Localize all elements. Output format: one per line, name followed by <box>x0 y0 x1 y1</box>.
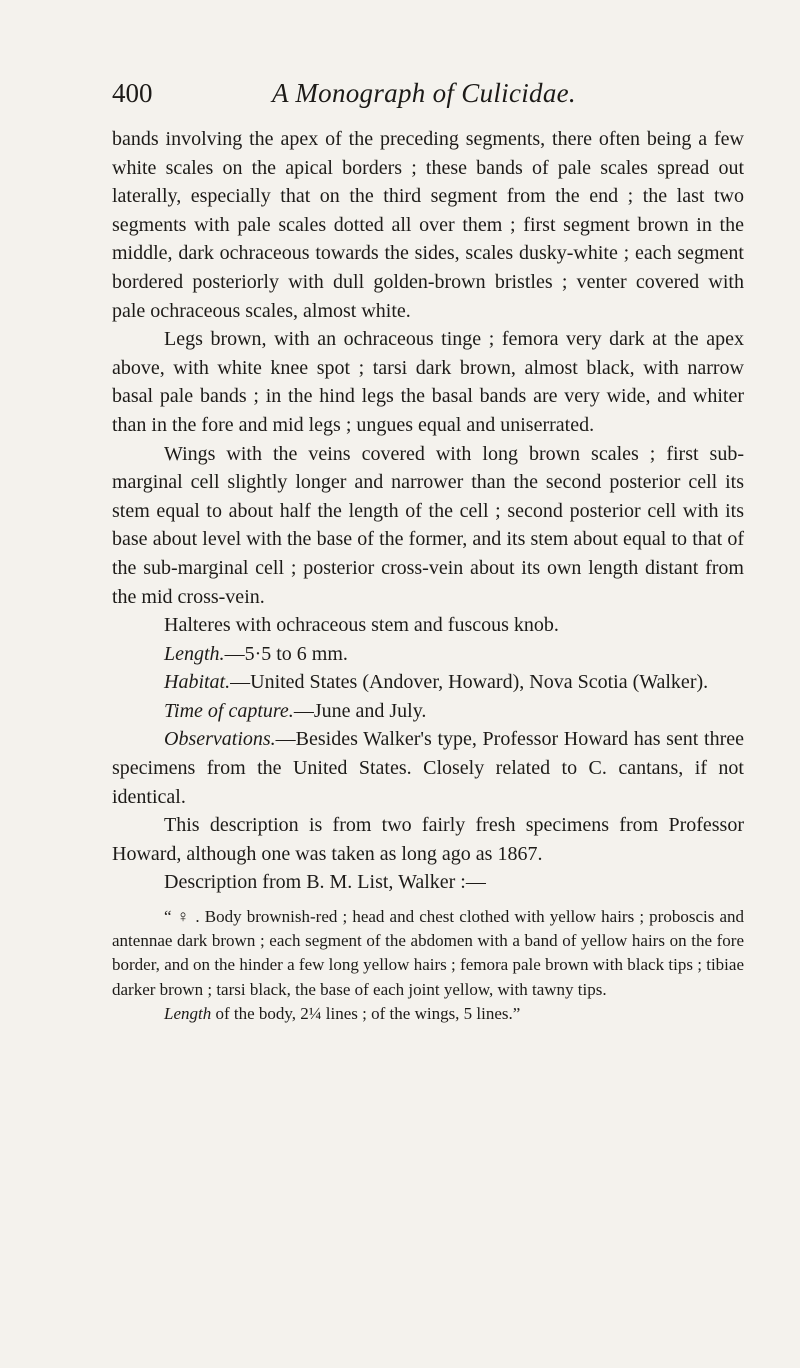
body-text <box>112 125 744 1026</box>
time-of-capture-heading: Time of capture. <box>164 699 294 722</box>
quote-length: Length of the body, 2¼ lines ; of the wings, 5 lines.” <box>164 1003 521 1023</box>
paragraph-walker-reference: Description from B. M. List, Walker :— <box>164 871 486 894</box>
page-number: 400 <box>112 78 153 108</box>
paragraph-abdomen: bands involving the apex of the preceding segments, there often being a few white scales on the apical borders ; these bands of pale scales spread out laterally, especially that on the third segment from the end ; the last two segments with pale scales dotted all over them ; first segment brown in the middle, dark ochraceous towards the sides, scales dusky-white ; each segment bordered posteriorly with dull golden-brown bristles ; venter covered with pale ochraceous scales, almost white. <box>112 128 744 322</box>
paragraph-time-of-capture: Time of capture.—June and July. <box>164 699 427 722</box>
paragraph-wings: Wings with the veins covered with long brown scales ; first sub-marginal cell slightly longer and narrower than the second posterior cell its stem equal to about half the length of the cell ; second posterior cell with its base about level with the base of the former, and its stem about equal to that of the sub-marginal cell ; posterior cross-vein about its own length distant from the mid cross-vein. <box>112 442 744 608</box>
page-header <box>112 78 744 118</box>
paragraph-description-source: This description is from two fairly fresh specimens from Professor Howard, although one was taken as long ago as 1867. <box>112 814 744 865</box>
running-title: A Monograph of Culicidae. <box>272 78 576 108</box>
paragraph-habitat: Habitat.—United States (Andover, Howard), Nova Scotia (Walker). <box>164 671 709 694</box>
habitat-heading: Habitat. <box>164 671 231 694</box>
paragraph-length: Length.—5·5 to 6 mm. <box>164 642 348 665</box>
observations-heading: Observations. <box>164 728 276 751</box>
paragraph-legs: Legs brown, with an ochraceous tinge ; femora very dark at the apex above, with white knee spot ; tarsi dark brown, almost black, with narrow basal pale bands ; in the hind legs the basal bands are very wide, and whiter than in the fore and mid legs ; ungues equal and uniserrated. <box>112 328 744 436</box>
quote-length-heading: Length <box>164 1003 212 1023</box>
walker-quotation <box>112 905 744 1026</box>
quote-description: “ ♀ . Body brownish-red ; head and chest clothed with yellow hairs ; proboscis and antennae dark brown ; each segment of the abdomen with a band of yellow hairs on the fore border, and on the hinder a few long yellow hairs ; femora pale brown with black tips ; tibiae darker brown ; tarsi black, the base of each joint yellow, with tawny tips. <box>112 907 744 999</box>
paragraph-halteres: Halteres with ochraceous stem and fuscous knob. <box>164 614 559 637</box>
paragraph-observations: Observations.—Besides Walker's type, Professor Howard has sent three specimens from the United States. Closely related to C. cantans, if not identical. <box>112 728 744 808</box>
length-heading: Length. <box>164 642 225 665</box>
